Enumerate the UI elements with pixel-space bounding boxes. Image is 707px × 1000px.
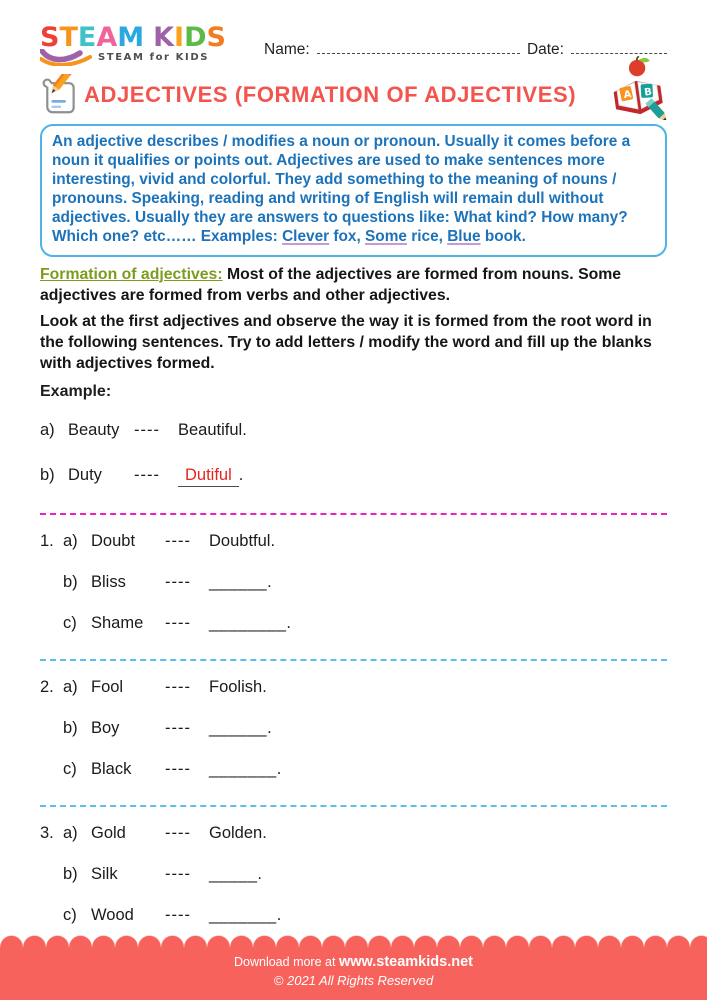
dash-arrow: ---- bbox=[165, 759, 191, 778]
dash-arrow: ---- bbox=[165, 613, 191, 632]
root-word: Wood bbox=[91, 905, 134, 924]
root-word: Black bbox=[91, 759, 132, 778]
item-letter: b) bbox=[63, 864, 78, 883]
logo-wordmark bbox=[40, 24, 250, 52]
intro-underlined-word: Blue bbox=[447, 228, 481, 246]
dash-arrow: ---- bbox=[134, 420, 160, 439]
root-word: Silk bbox=[91, 864, 118, 883]
answer-blank[interactable]: _____ bbox=[209, 864, 258, 883]
answer-period: . bbox=[276, 905, 282, 924]
instructions-paragraph: Look at the first adjectives and observe the way it is formed from the root word in the following sentences. Try to add letters / modify the word and fill up the blanks with adjectives formed. bbox=[40, 312, 652, 372]
answer-blank[interactable]: ________ bbox=[209, 613, 287, 632]
page-title: ADJECTIVES (FORMATION OF ADJECTIVES) bbox=[84, 82, 577, 107]
example-row bbox=[40, 466, 667, 487]
logo-letter: S bbox=[40, 22, 60, 53]
footer-copyright: © 2021 All Rights Reserved bbox=[273, 973, 434, 988]
root-word: Fool bbox=[91, 677, 124, 696]
exercise-row bbox=[40, 719, 667, 738]
example-row bbox=[40, 421, 667, 440]
logo-letter: K bbox=[153, 22, 175, 53]
footer-download-text: Download more at bbox=[234, 955, 336, 969]
dash-arrow: ---- bbox=[165, 823, 191, 842]
exercise-block bbox=[40, 532, 667, 633]
logo-swoosh-icon bbox=[40, 49, 92, 66]
item-letter: a) bbox=[63, 677, 78, 696]
intro-underlined-word: Some bbox=[365, 228, 407, 246]
svg-text:B: B bbox=[643, 86, 653, 99]
exercise-row bbox=[40, 532, 667, 551]
intro-box bbox=[40, 124, 667, 257]
root-word: Shame bbox=[91, 613, 144, 632]
answer-blank[interactable]: ______ bbox=[209, 572, 268, 591]
name-label: Name: bbox=[264, 41, 310, 58]
date-label: Date: bbox=[526, 41, 564, 58]
footer-site-url[interactable]: www.steamkids.net bbox=[338, 954, 473, 970]
logo-letter: T bbox=[59, 22, 78, 53]
exercise-row bbox=[40, 573, 667, 592]
formation-text: Most of the adjectives are formed from nouns. Some adjectives are formed from verbs and other adjectives. bbox=[40, 265, 622, 304]
item-letter: c) bbox=[63, 759, 77, 778]
name-date-row bbox=[264, 40, 667, 59]
formed-adjective: Beautiful. bbox=[178, 420, 247, 439]
dash-arrow: ---- bbox=[165, 572, 191, 591]
answer-period: . bbox=[267, 572, 272, 591]
exercise-number: 2. bbox=[40, 677, 54, 696]
title-row bbox=[40, 74, 667, 116]
root-word: Bliss bbox=[91, 572, 126, 591]
logo-letter: S bbox=[206, 22, 226, 53]
example-rows bbox=[40, 421, 667, 487]
dash-arrow: ---- bbox=[165, 718, 191, 737]
logo-letter: E bbox=[77, 22, 97, 53]
logo-letter: I bbox=[174, 22, 185, 53]
item-letter: a) bbox=[63, 531, 78, 550]
dashed-separator bbox=[40, 513, 667, 515]
logo-letter: D bbox=[184, 22, 207, 53]
dash-arrow: ---- bbox=[165, 864, 191, 883]
item-letter: a) bbox=[63, 823, 78, 842]
exercise-number: 3. bbox=[40, 823, 54, 842]
dashed-separator bbox=[40, 805, 667, 807]
item-letter: c) bbox=[63, 905, 77, 924]
dash-arrow: ---- bbox=[134, 465, 160, 484]
item-letter: b) bbox=[40, 465, 55, 484]
steamkids-logo bbox=[40, 24, 250, 66]
item-letter: b) bbox=[63, 572, 78, 591]
formed-adjective: Foolish. bbox=[209, 677, 267, 696]
dash-arrow: ---- bbox=[165, 905, 191, 924]
intro-underlined-word: Clever bbox=[282, 228, 330, 246]
logo-tagline: STEAM for KIDS bbox=[98, 52, 210, 63]
dash-arrow: ---- bbox=[165, 531, 191, 550]
formation-paragraph bbox=[40, 264, 667, 306]
name-line[interactable] bbox=[317, 40, 520, 54]
exercise-block bbox=[40, 678, 667, 779]
pencil-scroll-icon bbox=[40, 74, 80, 116]
book-abc-icon bbox=[609, 56, 667, 125]
formed-adjective: Golden. bbox=[209, 823, 267, 842]
footer-scallop-edge bbox=[0, 935, 707, 947]
answer-period: . bbox=[276, 759, 282, 778]
exercise-row bbox=[40, 906, 667, 925]
dash-arrow: ---- bbox=[165, 677, 191, 696]
root-word: Beauty bbox=[68, 420, 120, 439]
footer-download-line bbox=[0, 947, 707, 970]
formed-adjective: Doubtful. bbox=[209, 531, 276, 550]
item-letter: a) bbox=[40, 420, 55, 439]
answer-period: . bbox=[257, 864, 262, 883]
exercise-row bbox=[40, 678, 667, 697]
exercise-row bbox=[40, 865, 667, 884]
example-heading: Example: bbox=[40, 382, 112, 400]
answer-period: . bbox=[238, 465, 244, 484]
exercise-list bbox=[40, 513, 667, 925]
logo-letter: M bbox=[117, 22, 145, 53]
intro-text: rice, bbox=[406, 228, 448, 246]
item-letter: c) bbox=[63, 613, 77, 632]
root-word: Boy bbox=[91, 718, 120, 737]
answer-blank[interactable]: ______ bbox=[209, 718, 268, 737]
answer-period: . bbox=[267, 718, 272, 737]
intro-text: An adjective describes / modifies a noun or pronoun. Usually it comes before a noun it qualifies or points out. Adjectives are used to make sentences more interesting, vivid and colorful. They add something to the meaning of nouns / pronouns. Speaking, reading and writing of English will remain dull without adjectives. Usually they are answers to questions like: What kind? How many? Which one? etc…… Examples: bbox=[52, 133, 631, 246]
root-word: Duty bbox=[68, 465, 102, 484]
answer-period: . bbox=[286, 613, 292, 632]
item-letter: b) bbox=[63, 718, 78, 737]
exercise-number: 1. bbox=[40, 531, 54, 550]
exercise-row bbox=[40, 760, 667, 779]
formation-heading: Formation of adjectives: bbox=[40, 265, 223, 283]
answer-blank[interactable]: _______ bbox=[209, 905, 277, 924]
dashed-separator bbox=[40, 659, 667, 661]
svg-text:A: A bbox=[622, 89, 633, 102]
intro-text: fox, bbox=[329, 228, 366, 246]
exercise-row bbox=[40, 824, 667, 843]
logo-letter: A bbox=[96, 22, 118, 53]
intro-text: book. bbox=[480, 228, 526, 246]
root-word: Gold bbox=[91, 823, 126, 842]
footer bbox=[0, 947, 707, 1000]
date-line[interactable] bbox=[571, 40, 667, 54]
example-answer-red: Dutiful bbox=[178, 466, 239, 487]
answer-blank[interactable]: _______ bbox=[209, 759, 277, 778]
exercise-block bbox=[40, 824, 667, 925]
header bbox=[40, 24, 667, 66]
root-word: Doubt bbox=[91, 531, 136, 550]
exercise-row bbox=[40, 614, 667, 633]
